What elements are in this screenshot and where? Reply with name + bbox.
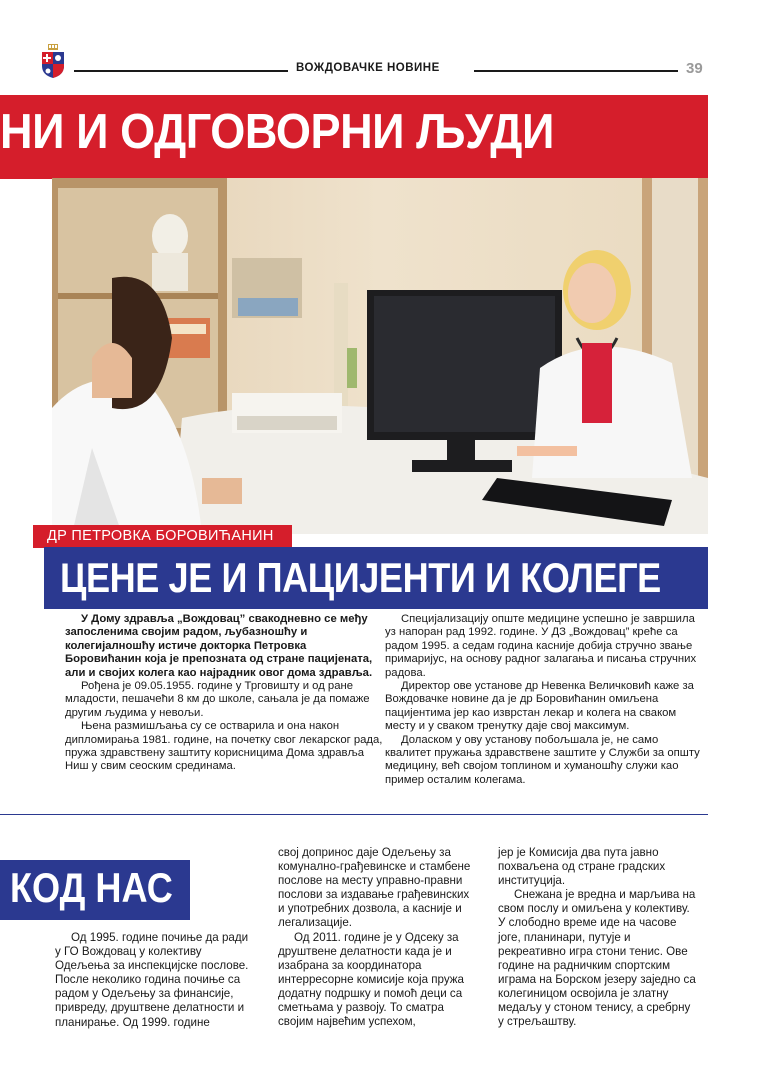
article-paragraph: Њена размишљања су се остварила и она након дипломирања 1981. године, на почетку свог лекарског рада, пружа здравствену заштиту корисницима Дома здравља Ниш у свим сеоским срединама. bbox=[65, 720, 383, 773]
section-divider bbox=[0, 814, 708, 815]
article-paragraph: Специјализацију опште медицине успешно је завршила уз напоран рад 1992. године. У ДЗ „Вождовац” креће са радом 1995. а седам година касније добија стручно звање примаријус, на основу радног залагања и писања стручних радова. bbox=[385, 613, 697, 679]
bottom-paragraph: свој допринос даје Одељењу за комунално-грађевинске и стамбене послове на месту управно-правни послови за издавање грађевинских и употребних дозвола, а касније и легализације. bbox=[278, 846, 471, 930]
publication-title: ВОЖДОВАЧКЕ НОВИНЕ bbox=[296, 62, 440, 74]
bottom-paragraph: Снежана је вредна и марљива на свом послу и омиљена у колективу. У слободно време иде на часове јоге, планинари, путује и рекреативно игра стони тенис. Ове године на радничким спортским играма на Борском језеру заједно са колегиницом освојила је златну медаљу у стоном тенису, а сребрну у стрељаштву. bbox=[498, 888, 696, 1029]
article-column-2 bbox=[385, 613, 707, 787]
article-column-1 bbox=[65, 613, 385, 774]
header-rule-right bbox=[474, 70, 678, 72]
article-paragraph: Рођена је 09.05.1955. године у Трговишту и од ране младости, пешачећи 8 км до школе, сањала је да помаже другим људима у невољи. bbox=[65, 680, 370, 719]
bottom-column-2 bbox=[278, 846, 478, 1029]
article-headline: ЦЕНЕ ЈЕ И ПАЦИЈЕНТИ И КОЛЕГЕ bbox=[60, 554, 661, 601]
article-paragraph: Директор ове установе др Невенка Величковић каже за Вождовачке новине да је др Боровићанин омиљена пацијентима јер као изврстан лекар и колега на сваком месту и у сваком тренутку даје свој максимум. bbox=[385, 680, 694, 733]
coat-of-arms-icon bbox=[40, 44, 66, 78]
article-paragraph: Доласком у ову установу побољшала је, не само квалитет пружања здравствене заштите у Служби за општу медицину, већ својом топлином и хуманошћу служи као пример осталим колегама. bbox=[385, 733, 700, 786]
doctor-name-tag: ДР ПЕТРОВКА БОРОВИЋАНИН bbox=[33, 525, 292, 548]
header-rule-left bbox=[74, 70, 288, 72]
bottom-heading: КОД НАС bbox=[10, 864, 173, 911]
section-banner-title: НИ И ОДГОВОРНИ ЉУДИ bbox=[0, 105, 554, 159]
bottom-paragraph: јер је Комисија два пута јавно похваљена од стране градских институција. bbox=[498, 846, 666, 888]
page-number: 39 bbox=[686, 60, 703, 77]
bottom-column-3 bbox=[498, 846, 698, 1029]
bottom-paragraph: Од 2011. године је у Одсеку за друштвене делатности када је и изабрана за координатора интерресорне комисије која пружа додатну подршку и помоћ деци са сметњама у развоју. То сматра својим највећим успехом, bbox=[278, 930, 464, 1029]
bottom-paragraph: Од 1995. године почиње да ради у ГО Вождовац у колективу Одељења за инспекцијске послове. После неколико година почиње са радом у Одељењу за финансије, привреду, друштвене делатности и планирање. Од 1999. године bbox=[55, 931, 249, 1029]
doctor-photo bbox=[52, 178, 708, 534]
bottom-column-1 bbox=[55, 931, 255, 1030]
article-lead: У Дому здравља „Вождовац” свакодневно се међу запосленима својим радом, љубазношћу и колегијалношћу истиче докторка Петровка Боровићанин која је препозната од стране пацијената, али и својих колега као најрадник овог дома здравља. bbox=[65, 613, 373, 679]
